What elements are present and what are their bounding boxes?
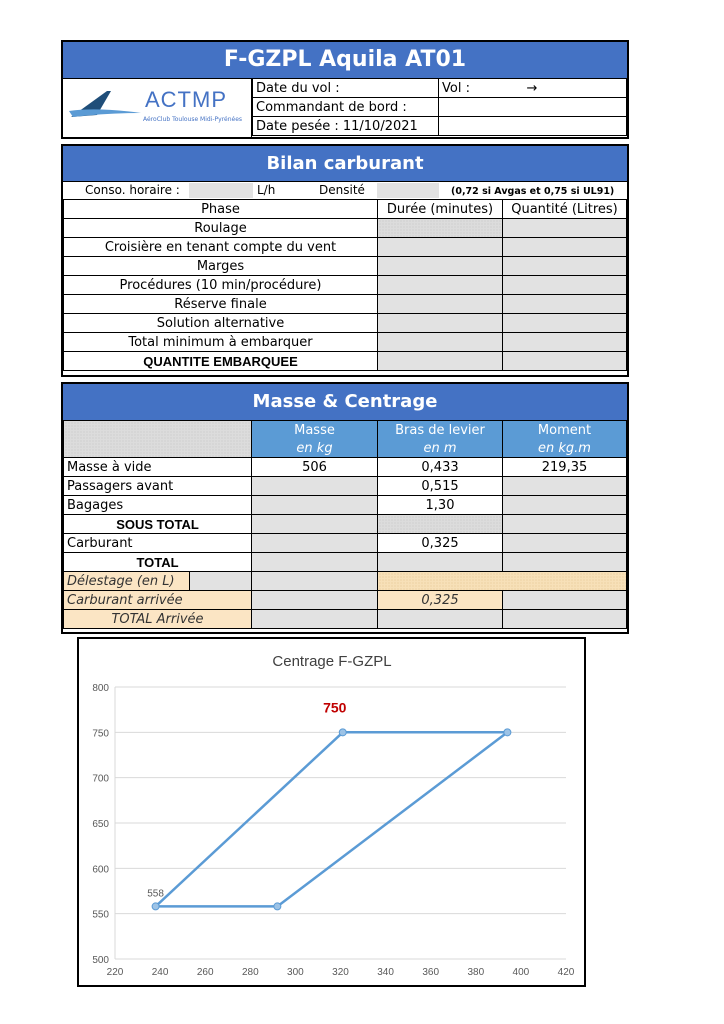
quantite-cell bbox=[503, 257, 627, 276]
total-moment bbox=[503, 553, 627, 572]
conso-row bbox=[63, 181, 627, 199]
carburant-moment bbox=[503, 534, 627, 553]
quantite-cell bbox=[503, 276, 627, 295]
centrage-chart bbox=[77, 637, 586, 987]
delestage-input[interactable] bbox=[190, 572, 252, 591]
row-label-total-arrivee: TOTAL Arrivée bbox=[64, 610, 252, 629]
logo-text: ACTMP bbox=[145, 87, 227, 112]
row-label-passagers: Passagers avant bbox=[64, 477, 252, 496]
quantite-cell bbox=[503, 314, 627, 333]
y-tick-label: 600 bbox=[92, 864, 109, 876]
x-tick-label: 420 bbox=[557, 967, 575, 978]
conso-label: Conso. horaire : bbox=[85, 183, 180, 197]
col-moment-unit: en kg.m bbox=[503, 439, 627, 458]
x-tick-label: 300 bbox=[287, 967, 304, 978]
quantite-cell[interactable] bbox=[503, 352, 627, 371]
carburant-title: Bilan carburant bbox=[63, 146, 627, 181]
commandant-value[interactable] bbox=[439, 98, 627, 117]
col-phase-header: Phase bbox=[64, 200, 378, 219]
carburant-arrivee-masse bbox=[252, 591, 378, 610]
quantite-cell bbox=[503, 333, 627, 352]
passagers-bras: 0,515 bbox=[378, 477, 503, 496]
quantite-cell bbox=[503, 238, 627, 257]
densite-note: (0,72 si Avgas et 0,75 si UL91) bbox=[451, 186, 615, 197]
date-vol-label: Date du vol : bbox=[253, 79, 439, 98]
header-block bbox=[61, 40, 629, 139]
x-tick-label: 280 bbox=[241, 967, 259, 978]
phase-label: Total minimum à embarquer bbox=[64, 333, 378, 352]
col-quantite-header: Quantité (Litres) bbox=[503, 200, 627, 219]
duree-cell[interactable] bbox=[378, 314, 503, 333]
quantite-cell bbox=[503, 295, 627, 314]
row-label-carburant: Carburant bbox=[64, 534, 252, 553]
duree-cell[interactable] bbox=[378, 257, 503, 276]
phase-label: Roulage bbox=[64, 219, 378, 238]
densite-input[interactable] bbox=[377, 183, 439, 198]
x-tick-label: 340 bbox=[377, 967, 394, 978]
carburant-bras: 0,325 bbox=[378, 534, 503, 553]
date-pesee-value bbox=[439, 117, 627, 136]
phase-label: QUANTITE EMBARQUEE bbox=[64, 352, 378, 371]
phase-label: Réserve finale bbox=[64, 295, 378, 314]
total-arrivee-bras bbox=[378, 610, 503, 629]
x-tick-label: 220 bbox=[106, 967, 124, 978]
series-line bbox=[156, 732, 508, 906]
masse-vide-masse: 506 bbox=[252, 458, 378, 477]
duree-cell[interactable] bbox=[378, 219, 503, 238]
bagages-masse-input[interactable] bbox=[252, 496, 378, 515]
chart-title: Centrage F-GZPL bbox=[272, 653, 392, 670]
flight-info-table bbox=[252, 78, 627, 136]
sous-total-bras bbox=[378, 515, 503, 534]
x-tick-label: 320 bbox=[332, 967, 349, 978]
x-tick-label: 380 bbox=[467, 967, 485, 978]
masse-block bbox=[61, 382, 629, 634]
x-tick-label: 360 bbox=[422, 967, 440, 978]
bagages-moment bbox=[503, 496, 627, 515]
sous-total-masse bbox=[252, 515, 378, 534]
row-label-sous-total: SOUS TOTAL bbox=[64, 515, 252, 534]
y-tick-label: 650 bbox=[92, 819, 109, 830]
duree-cell[interactable] bbox=[378, 295, 503, 314]
commandant-label: Commandant de bord : bbox=[253, 98, 439, 117]
masse-header-blank bbox=[64, 421, 252, 458]
phase-label: Croisière en tenant compte du vent bbox=[64, 238, 378, 257]
col-bras-header: Bras de levier bbox=[378, 421, 503, 440]
carburant-table bbox=[63, 199, 627, 371]
carburant-arrivee-bras: 0,325 bbox=[378, 591, 503, 610]
quantite-cell bbox=[503, 219, 627, 238]
phase-label: Solution alternative bbox=[64, 314, 378, 333]
y-tick-label: 750 bbox=[92, 728, 109, 740]
plane-logo-icon bbox=[67, 87, 145, 123]
phase-label: Procédures (10 min/procédure) bbox=[64, 276, 378, 295]
vol-arrow: → bbox=[507, 79, 627, 98]
row-label-total: TOTAL bbox=[64, 553, 252, 572]
col-masse-header: Masse bbox=[252, 421, 378, 440]
duree-cell bbox=[378, 333, 503, 352]
y-tick-label: 550 bbox=[92, 909, 109, 921]
total-arrivee-moment bbox=[503, 610, 627, 629]
data-point bbox=[274, 903, 281, 910]
conso-unit: L/h bbox=[257, 183, 276, 197]
logo-subtitle: AéroClub Toulouse Midi-Pyrénées bbox=[143, 116, 243, 123]
row-label-carburant-arrivee: Carburant arrivée bbox=[64, 591, 252, 610]
densite-label: Densité bbox=[319, 183, 365, 197]
data-label: 558 bbox=[147, 888, 164, 900]
passagers-masse-input[interactable] bbox=[252, 477, 378, 496]
y-tick-label: 800 bbox=[92, 683, 109, 694]
y-tick-label: 500 bbox=[92, 955, 109, 966]
x-tick-label: 260 bbox=[196, 967, 214, 978]
passagers-moment bbox=[503, 477, 627, 496]
sous-total-moment bbox=[503, 515, 627, 534]
col-moment-header: Moment bbox=[503, 421, 627, 440]
bagages-bras: 1,30 bbox=[378, 496, 503, 515]
data-point bbox=[152, 903, 159, 910]
duree-cell bbox=[378, 352, 503, 371]
col-masse-unit: en kg bbox=[252, 439, 378, 458]
col-bras-unit: en m bbox=[378, 439, 503, 458]
aircraft-title: F-GZPL Aquila AT01 bbox=[63, 42, 627, 78]
row-label-bagages: Bagages bbox=[64, 496, 252, 515]
carburant-block bbox=[61, 144, 629, 377]
total-arrivee-masse bbox=[252, 610, 378, 629]
carburant-arrivee-moment bbox=[503, 591, 627, 610]
vol-label: Vol : bbox=[439, 79, 507, 98]
delestage-masse bbox=[252, 572, 378, 591]
masse-table bbox=[63, 420, 627, 629]
conso-input[interactable] bbox=[189, 183, 253, 198]
y-tick-label: 700 bbox=[92, 773, 109, 785]
masse-title: Masse & Centrage bbox=[63, 384, 627, 420]
data-point bbox=[339, 729, 346, 736]
x-tick-label: 240 bbox=[151, 967, 169, 978]
row-label-delestage: Délestage (en L) bbox=[64, 572, 190, 591]
carburant-masse bbox=[252, 534, 378, 553]
date-pesee-label: Date pesée : 11/10/2021 bbox=[253, 117, 439, 136]
duree-cell[interactable] bbox=[378, 238, 503, 257]
x-tick-label: 400 bbox=[512, 967, 530, 978]
total-bras bbox=[378, 553, 503, 572]
total-masse bbox=[252, 553, 378, 572]
phase-label: Marges bbox=[64, 257, 378, 276]
masse-vide-bras: 0,433 bbox=[378, 458, 503, 477]
logo bbox=[63, 78, 252, 137]
col-duree-header: Durée (minutes) bbox=[378, 200, 503, 219]
data-label: 750 bbox=[323, 699, 347, 716]
centrage-chart-svg bbox=[79, 639, 584, 985]
delestage-blank bbox=[378, 572, 627, 591]
duree-cell[interactable] bbox=[378, 276, 503, 295]
masse-vide-moment: 219,35 bbox=[503, 458, 627, 477]
data-point bbox=[504, 729, 511, 736]
row-label-masse-vide: Masse à vide bbox=[64, 458, 252, 477]
